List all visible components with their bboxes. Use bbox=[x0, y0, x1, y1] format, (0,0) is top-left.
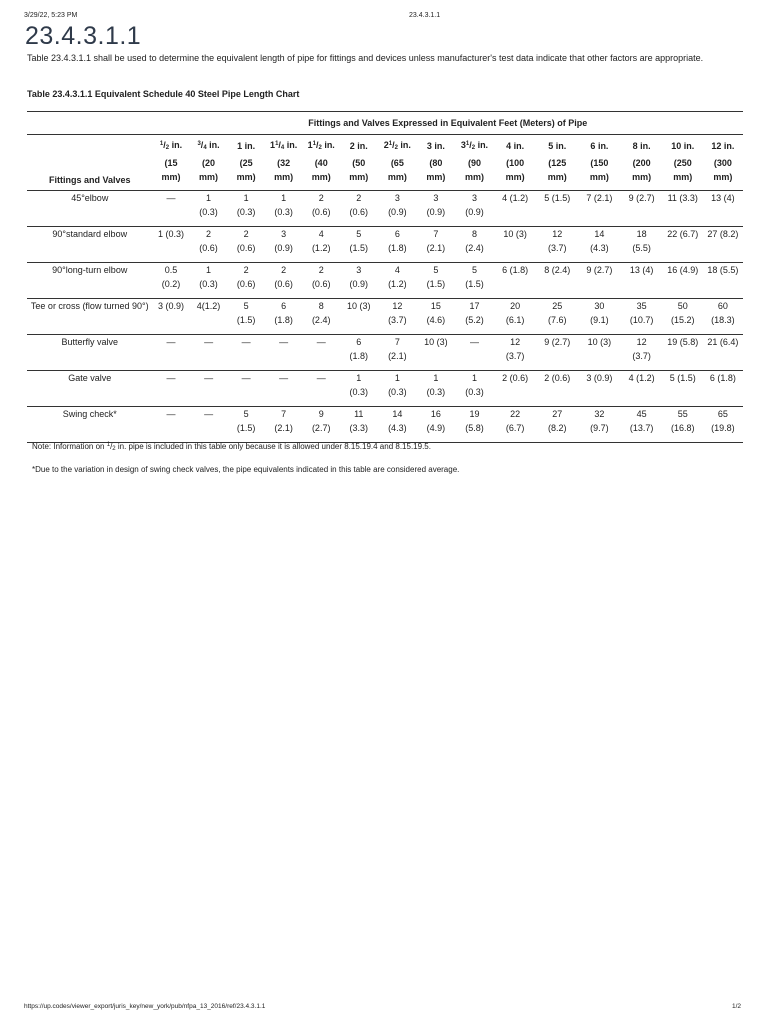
table-cell: 1 (0.3) bbox=[190, 263, 228, 299]
print-datetime: 3/29/22, 5:23 PM bbox=[24, 12, 78, 19]
table-cell: 4 (1.2) bbox=[378, 263, 417, 299]
note-swing-check: *Due to the variation in design of swing check valves, the pipe equivalents indicated in this table are considered average. bbox=[32, 465, 460, 474]
fitting-label: Swing check* bbox=[27, 407, 153, 443]
size-header: 6 in. bbox=[590, 140, 609, 151]
table-cell: 5 (1.5) bbox=[340, 227, 378, 263]
table-cell: 21 (6.4) bbox=[703, 335, 743, 371]
table-cell: 10 (3) bbox=[494, 227, 536, 263]
metric-size-header: (15 mm) bbox=[161, 158, 181, 182]
table-cell: 3 (0.9) bbox=[340, 263, 378, 299]
table-cell: 4 (1.2) bbox=[303, 227, 340, 263]
fittings-header: Fittings and Valves bbox=[48, 175, 131, 185]
fitting-label: 90°long-turn elbow bbox=[27, 263, 153, 299]
size-header: $1^1/_4$ in. bbox=[270, 139, 298, 151]
table-cell: 9 (2.7) bbox=[578, 263, 620, 299]
intro-paragraph: Table 23.4.3.1.1 shall be used to determine the equivalent length of pipe for fittings and devices unless manufacturer's test data indicate that other factors are appropriate. bbox=[27, 53, 704, 63]
table-cell: 1 (0.3) bbox=[455, 371, 494, 407]
size-header: 8 in. bbox=[632, 140, 651, 151]
table-cell: 1 (0.3) bbox=[190, 191, 228, 227]
metric-size-header: (90 mm) bbox=[464, 158, 484, 182]
table-cell: 3 (0.9) bbox=[153, 299, 190, 335]
table-cell: 12 (3.7) bbox=[621, 335, 663, 371]
table-row bbox=[27, 263, 743, 299]
fitting-label: Butterfly valve bbox=[27, 335, 153, 371]
table-cell: — bbox=[265, 371, 303, 407]
table-cell: 3 (0.9) bbox=[417, 191, 455, 227]
table-cell: 10 (3) bbox=[417, 335, 455, 371]
table-cell: 13 (4) bbox=[621, 263, 663, 299]
table-cell: — bbox=[153, 335, 190, 371]
table-cell: 22 (6.7) bbox=[663, 227, 703, 263]
table-cell: 7 (2.1) bbox=[417, 227, 455, 263]
blank-header bbox=[27, 135, 153, 157]
size-header: 2 in. bbox=[349, 140, 368, 151]
table-cell: 5 (1.5) bbox=[663, 371, 703, 407]
table-cell: 32 (9.7) bbox=[578, 407, 620, 443]
table-cell: 10 (3) bbox=[340, 299, 378, 335]
table-cell: 2 (0.6) bbox=[228, 227, 265, 263]
table-cell: 9 (2.7) bbox=[621, 191, 663, 227]
table-cell: 12 (3.7) bbox=[494, 335, 536, 371]
table-cell: 2 (0.6) bbox=[536, 371, 578, 407]
table-cell: 9 (2.7) bbox=[536, 335, 578, 371]
table-cell: 7 (2.1) bbox=[578, 191, 620, 227]
table-row bbox=[27, 371, 743, 407]
section-title: 23.4.3.1.1 bbox=[25, 22, 142, 50]
table-cell: 11 (3.3) bbox=[340, 407, 378, 443]
note-half-inch: Note: Information on $^1/_2$ in. pipe is included in this table only because it is allowed under 8.15.19.4 and 8.15.19.5. bbox=[32, 442, 431, 452]
table-cell: 5 (1.5) bbox=[536, 191, 578, 227]
metric-size-header: (25 mm) bbox=[236, 158, 256, 182]
table-cell: 2 (0.6) bbox=[340, 191, 378, 227]
table-cell: 65 (19.8) bbox=[703, 407, 743, 443]
table-cell: 7 (2.1) bbox=[265, 407, 303, 443]
table-cell: — bbox=[190, 407, 228, 443]
table-row bbox=[27, 335, 743, 371]
table-cell: — bbox=[153, 191, 190, 227]
table-cell: — bbox=[455, 335, 494, 371]
size-header: $^3/_4$ in. bbox=[197, 139, 220, 151]
table-cell: — bbox=[153, 371, 190, 407]
size-header-row bbox=[27, 135, 743, 157]
footer-page: 1/2 bbox=[732, 1003, 742, 1010]
table-cell: 3 (0.9) bbox=[378, 191, 417, 227]
table-caption: Table 23.4.3.1.1 Equivalent Schedule 40 Steel Pipe Length Chart bbox=[27, 89, 300, 99]
metric-size-header: (40 mm) bbox=[311, 158, 331, 182]
table-row bbox=[27, 407, 743, 443]
metric-size-header: (50 mm) bbox=[349, 158, 369, 182]
fitting-label: 90°standard elbow bbox=[27, 227, 153, 263]
table-cell: 5 (1.5) bbox=[228, 299, 265, 335]
table-cell: 6 (1.8) bbox=[703, 371, 743, 407]
table-corner bbox=[27, 112, 153, 135]
table-cell: 17 (5.2) bbox=[455, 299, 494, 335]
table-cell: 3 (0.9) bbox=[578, 371, 620, 407]
table-cell: 6 (1.8) bbox=[494, 263, 536, 299]
table-cell: 7 (2.1) bbox=[378, 335, 417, 371]
table-cell: 35 (10.7) bbox=[621, 299, 663, 335]
table-cell: 16 (4.9) bbox=[417, 407, 455, 443]
table-cell: 11 (3.3) bbox=[663, 191, 703, 227]
table-cell: 1 (0.3) bbox=[265, 191, 303, 227]
table-cell: 6 (1.8) bbox=[340, 335, 378, 371]
table-cell: 27 (8.2) bbox=[703, 227, 743, 263]
table-cell: 14 (4.3) bbox=[578, 227, 620, 263]
metric-size-header: (125 mm) bbox=[547, 158, 567, 182]
table-cell: 18 (5.5) bbox=[621, 227, 663, 263]
table-cell: 1 (0.3) bbox=[378, 371, 417, 407]
table-cell: 20 (6.1) bbox=[494, 299, 536, 335]
size-header: 1 in. bbox=[237, 140, 256, 151]
table-cell: 1 (0.3) bbox=[340, 371, 378, 407]
table-cell: — bbox=[228, 335, 265, 371]
metric-size-header: (200 mm) bbox=[632, 158, 652, 182]
table-cell: 60 (18.3) bbox=[703, 299, 743, 335]
table-cell: 0.5 (0.2) bbox=[153, 263, 190, 299]
table-cell: 1 (0.3) bbox=[153, 227, 190, 263]
table-cell: 19 (5.8) bbox=[455, 407, 494, 443]
table-cell: 2 (0.6) bbox=[190, 227, 228, 263]
table-cell: 1 (0.3) bbox=[228, 191, 265, 227]
note-post: in. pipe is included in this table only because it is allowed under 8.15.19.4 and 8.15.19.5. bbox=[115, 442, 431, 451]
equivalent-length-table bbox=[27, 111, 743, 443]
table-cell: 14 (4.3) bbox=[378, 407, 417, 443]
table-cell: 4 (1.2) bbox=[494, 191, 536, 227]
table-cell: 16 (4.9) bbox=[663, 263, 703, 299]
table-cell: 15 (4.6) bbox=[417, 299, 455, 335]
fitting-label: Tee or cross (flow turned 90°) bbox=[27, 299, 153, 335]
footer-url: https://up.codes/viewer_export/juris_key/new_york/pub/nfpa_13_2016/ref/23.4.3.1.1 bbox=[24, 1003, 266, 1010]
table-cell: 55 (16.8) bbox=[663, 407, 703, 443]
size-header: 10 in. bbox=[671, 140, 695, 151]
table-cell: 2 (0.6) bbox=[228, 263, 265, 299]
print-header-title: 23.4.3.1.1 bbox=[409, 12, 441, 19]
note-frac-num: 1 bbox=[106, 442, 111, 448]
table-cell: 25 (7.6) bbox=[536, 299, 578, 335]
metric-size-header: (80 mm) bbox=[426, 158, 446, 182]
fitting-label: 45°elbow bbox=[27, 191, 153, 227]
table-cell: — bbox=[228, 371, 265, 407]
table-cell: 8 (2.4) bbox=[303, 299, 340, 335]
metric-size-header: (20 mm) bbox=[199, 158, 219, 182]
size-header: $3^1/_2$ in. bbox=[460, 139, 489, 151]
table-cell: 12 (3.7) bbox=[536, 227, 578, 263]
table-cell: 4(1.2) bbox=[190, 299, 228, 335]
table-cell: 5 (1.5) bbox=[455, 263, 494, 299]
metric-size-header: (150 mm) bbox=[589, 158, 609, 182]
table-cell: 19 (5.8) bbox=[663, 335, 703, 371]
table-cell: — bbox=[265, 335, 303, 371]
table-cell: 13 (4) bbox=[703, 191, 743, 227]
table-cell: 18 (5.5) bbox=[703, 263, 743, 299]
size-header: $1^1/_2$ in. bbox=[307, 139, 335, 151]
table-cell: 3 (0.9) bbox=[265, 227, 303, 263]
table-cell: 5 (1.5) bbox=[417, 263, 455, 299]
table-row bbox=[27, 227, 743, 263]
table-cell: 50 (15.2) bbox=[663, 299, 703, 335]
table-cell: 10 (3) bbox=[578, 335, 620, 371]
size-header: 3 in. bbox=[426, 140, 445, 151]
size-header: 5 in. bbox=[548, 140, 567, 151]
metric-size-header: (65 mm) bbox=[387, 158, 407, 182]
metric-size-header: (250 mm) bbox=[673, 158, 693, 182]
table-cell: 4 (1.2) bbox=[621, 371, 663, 407]
table-cell: 3 (0.9) bbox=[455, 191, 494, 227]
table-cell: 9 (2.7) bbox=[303, 407, 340, 443]
table-cell: 6 (1.8) bbox=[265, 299, 303, 335]
metric-size-header: (100 mm) bbox=[505, 158, 525, 182]
table-row bbox=[27, 191, 743, 227]
table-cell: — bbox=[190, 335, 228, 371]
fitting-label: Gate valve bbox=[27, 371, 153, 407]
note-frac-den: 2 bbox=[112, 446, 116, 452]
table-cell: — bbox=[190, 371, 228, 407]
group-header: Fittings and Valves Expressed in Equivalent Feet (Meters) of Pipe bbox=[153, 112, 744, 135]
table-cell: — bbox=[153, 407, 190, 443]
table-cell: 2 (0.6) bbox=[494, 371, 536, 407]
metric-size-header: (32 mm) bbox=[274, 158, 294, 182]
table-cell: 8 (2.4) bbox=[536, 263, 578, 299]
table-cell: 2 (0.6) bbox=[303, 191, 340, 227]
table-cell: — bbox=[303, 335, 340, 371]
table-cell: 5 (1.5) bbox=[228, 407, 265, 443]
table-cell: 45 (13.7) bbox=[621, 407, 663, 443]
table-cell: 8 (2.4) bbox=[455, 227, 494, 263]
size-header: 12 in. bbox=[711, 140, 735, 151]
table-cell: 27 (8.2) bbox=[536, 407, 578, 443]
table-cell: 2 (0.6) bbox=[303, 263, 340, 299]
table-cell: — bbox=[303, 371, 340, 407]
table-cell: 22 (6.7) bbox=[494, 407, 536, 443]
table-cell: 12 (3.7) bbox=[378, 299, 417, 335]
table-row bbox=[27, 299, 743, 335]
table-cell: 1 (0.3) bbox=[417, 371, 455, 407]
table-body bbox=[27, 191, 743, 443]
size-header: $^1/_2$ in. bbox=[159, 139, 183, 151]
metric-size-header: (300 mm) bbox=[713, 158, 733, 182]
size-header: $2^1/_2$ in. bbox=[383, 139, 411, 151]
size-header: 4 in. bbox=[506, 140, 525, 151]
table-cell: 2 (0.6) bbox=[265, 263, 303, 299]
note-pre: Note: Information on bbox=[32, 442, 107, 451]
metric-header-row bbox=[27, 156, 743, 191]
table-cell: 30 (9.1) bbox=[578, 299, 620, 335]
table-cell: 6 (1.8) bbox=[378, 227, 417, 263]
